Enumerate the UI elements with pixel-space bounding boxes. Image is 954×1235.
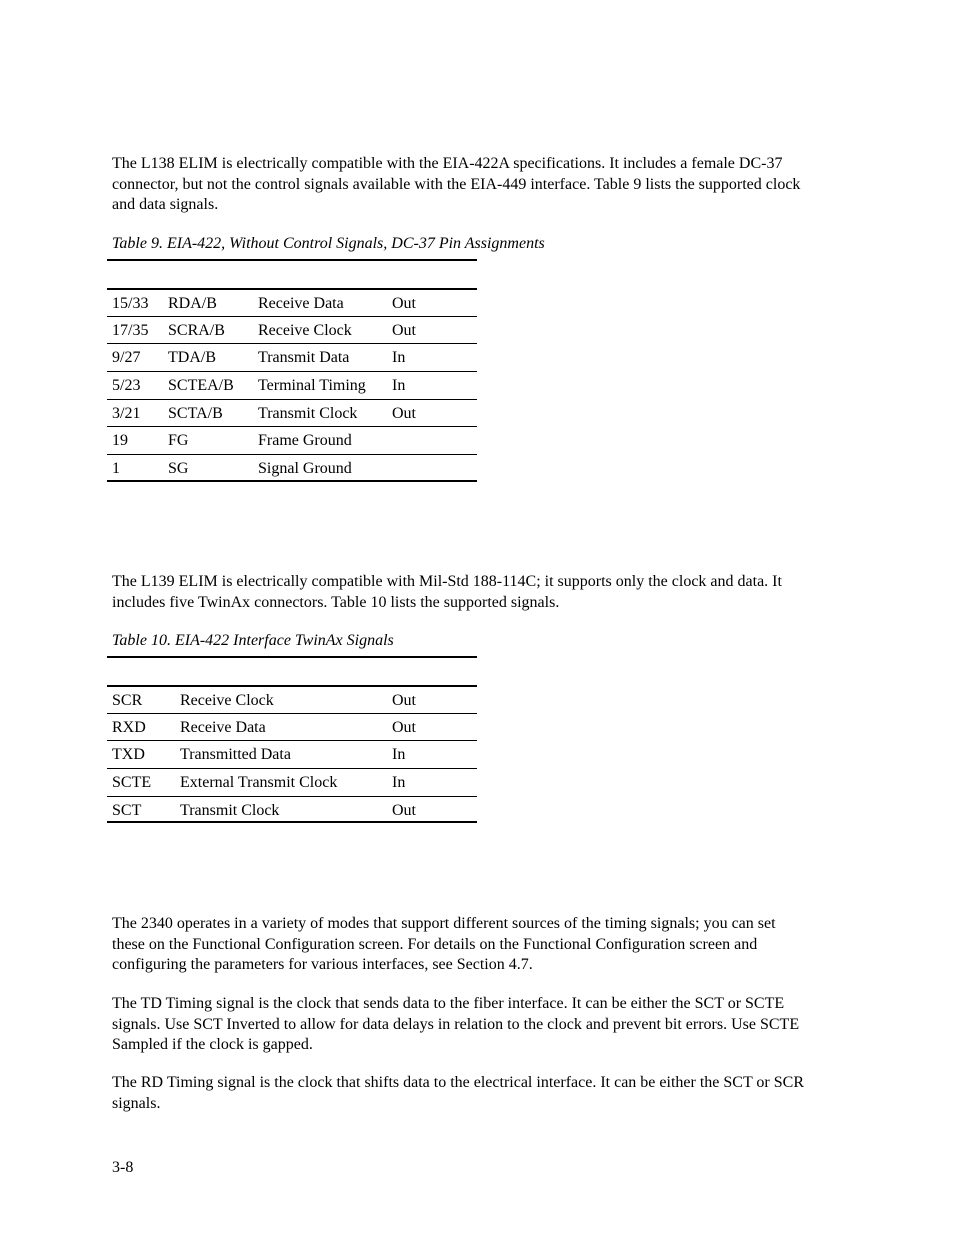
direction-cell: Out xyxy=(392,718,416,736)
signal-cell: RXD xyxy=(112,718,146,736)
signal-cell: SCT xyxy=(112,801,142,819)
table-9-header-space xyxy=(107,261,477,288)
signal-cell: SCR xyxy=(112,692,143,709)
td-timing-paragraph: The TD Timing signal is the clock that sends data to the fiber interface. It can be either the SCT or SCTE signals. Use SCT Inverted to allow for data delays in relation to the clock and prevent bit errors. Use SCTE Sampled if the clock is gapped. xyxy=(112,995,800,1053)
signal-cell: SCRA/B xyxy=(168,321,225,339)
signal-cell: RDA/B xyxy=(168,295,217,312)
direction-cell: In xyxy=(392,774,406,792)
direction-cell: Out xyxy=(392,321,416,339)
description-cell: Frame Ground xyxy=(258,432,352,450)
signal-cell: TXD xyxy=(112,746,145,764)
pin-cell: 5/23 xyxy=(112,377,141,395)
description-cell: Signal Ground xyxy=(258,460,352,478)
signal-cell: TDA/B xyxy=(168,349,216,367)
table-row xyxy=(107,454,477,482)
table-row xyxy=(107,316,477,344)
signal-cell: SCTE xyxy=(112,774,152,792)
pin-cell: 15/33 xyxy=(112,295,149,312)
table-row xyxy=(107,768,477,796)
table-row xyxy=(107,685,477,713)
pin-cell: 3/21 xyxy=(112,404,141,422)
signal-cell: SCTA/B xyxy=(168,404,223,422)
table-row xyxy=(107,288,477,316)
signal-cell: SCTEA/B xyxy=(168,377,234,395)
signal-cell: FG xyxy=(168,432,189,450)
direction-cell: Out xyxy=(392,295,416,312)
table-row xyxy=(107,343,477,371)
table-row xyxy=(107,740,477,768)
pin-cell: 1 xyxy=(112,460,120,478)
l138-description: The L138 ELIM is electrically compatible with the EIA-422A specifications. It includes a female DC-37 connector, but not the control signals available with the EIA-449 interface. Table 9 lists the supported clock and data signals. xyxy=(112,155,801,213)
table-9 xyxy=(107,259,477,482)
pin-cell: 9/27 xyxy=(112,349,141,367)
table-9-caption: Table 9. EIA-422, Without Control Signals, DC-37 Pin Assignments xyxy=(112,235,545,252)
description-cell: Receive Data xyxy=(258,295,344,312)
signal-cell: SG xyxy=(168,460,189,478)
description-cell: Transmitted Data xyxy=(180,746,291,764)
pin-cell: 17/35 xyxy=(112,321,149,339)
description-cell: Receive Clock xyxy=(180,692,274,709)
description-cell: Receive Data xyxy=(180,718,266,736)
direction-cell: In xyxy=(392,377,406,395)
table-row xyxy=(107,371,477,399)
timing-modes-paragraph: The 2340 operates in a variety of modes that support different sources of the timing signals; you can set these on the Functional Configuration screen. For details on the Functional Configuration screen and configuring the parameters for various interfaces, see Section 4.7. xyxy=(112,915,776,973)
direction-cell: Out xyxy=(392,404,416,422)
table-row xyxy=(107,399,477,427)
page-number: 3-8 xyxy=(112,1159,134,1176)
table-row xyxy=(107,426,477,454)
direction-cell: In xyxy=(392,349,406,367)
rd-timing-paragraph: The RD Timing signal is the clock that shifts data to the electrical interface. It can be either the SCT or SCR signals. xyxy=(112,1074,804,1112)
table-row xyxy=(107,713,477,741)
direction-cell: Out xyxy=(392,801,416,819)
l139-description: The L139 ELIM is electrically compatible with Mil-Std 188-114C; it supports only the clock and data. It includes five TwinAx connectors. Table 10 lists the supported signals. xyxy=(112,573,782,611)
table-10-header-space xyxy=(107,658,477,685)
description-cell: Receive Clock xyxy=(258,321,352,339)
direction-cell: In xyxy=(392,746,406,764)
description-cell: External Transmit Clock xyxy=(180,774,338,792)
description-cell: Transmit Data xyxy=(258,349,350,367)
pin-cell: 19 xyxy=(112,432,128,450)
table-10 xyxy=(107,656,477,823)
description-cell: Transmit Clock xyxy=(258,404,358,422)
direction-cell: Out xyxy=(392,692,416,709)
description-cell: Transmit Clock xyxy=(180,801,280,819)
table-row xyxy=(107,796,477,824)
description-cell: Terminal Timing xyxy=(258,377,366,395)
table-10-caption: Table 10. EIA-422 Interface TwinAx Signals xyxy=(112,632,394,649)
